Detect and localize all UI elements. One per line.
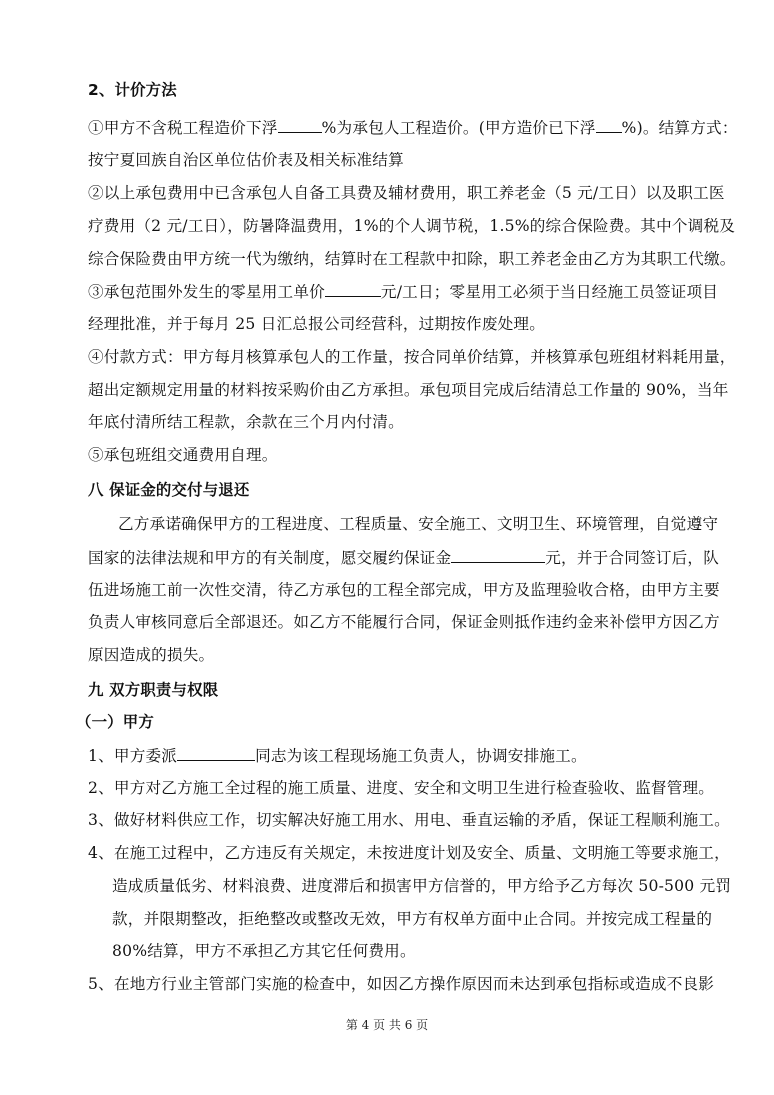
- list-item-continuation: 80%结算，甲方不承担乙方其它任何费用。: [112, 942, 416, 960]
- list-item-continuation: 造成质量低劣、材料浪费、进度滞后和损害甲方信誉的，甲方给予乙方每次 50-500 元罚: [112, 877, 732, 895]
- text-segment: 1、甲方委派: [88, 747, 178, 765]
- page-number-footer: 第 4 页 共 6 页: [345, 1018, 429, 1032]
- section-8-heading: 八 保证金的交付与退还: [88, 481, 250, 499]
- text-segment: 同志为该工程现场施工负责人，协调安排施工。: [255, 747, 587, 765]
- fill-blank: [278, 117, 322, 133]
- fill-blank: [451, 547, 545, 563]
- paragraph-line: 超出定额规定用量的材料按采购价由乙方承担。承包项目完成后结清总工作量的 90%，当年: [88, 381, 729, 399]
- text-segment: ③承包范围外发生的零星用工单价: [88, 283, 325, 301]
- text-segment: 国家的法律法规和甲方的有关制度，愿交履约保证金: [88, 549, 452, 567]
- text-segment: 元/工日；零星用工必须于当日经施工员签证项目: [380, 283, 719, 301]
- paragraph-line: [88, 117, 738, 138]
- section-9-heading: 九 双方职责与权限: [88, 681, 219, 699]
- text-segment: %为承包人工程造价。(甲方造价已下浮: [321, 119, 596, 137]
- paragraph-line: 伍进场施工前一次性交清，待乙方承包的工程全部完成，甲方及监理验收合格，由甲方主要: [88, 581, 720, 599]
- paragraph-line: 经理批准，并于每月 25 日汇总报公司经营科，过期按作废处理。: [88, 315, 545, 333]
- paragraph-line: ②以上承包费用中已含承包人自备工具费及辅材费用，职工养老金（5 元/工日）以及职工医: [88, 184, 725, 202]
- section-2-heading: 2、计价方法: [88, 81, 177, 99]
- list-item: [88, 745, 587, 766]
- list-item-continuation: 款，并限期整改，拒绝整改或整改无效，甲方有权单方面中止合同。并按完成工程量的: [112, 910, 713, 928]
- text-segment: %)。结算方式：: [621, 119, 738, 137]
- list-item: 3、做好材料供应工作，切实解决好施工用水、用电、垂直运输的矛盾，保证工程顺利施工。: [88, 811, 730, 829]
- list-item: 4、在施工过程中，乙方违反有关规定，未按进度计划及安全、质量、文明施工等要求施工，: [88, 844, 730, 862]
- paragraph-line: 年底付清所结工程款，余款在三个月内付清。: [88, 413, 404, 431]
- fill-blank: [596, 117, 622, 133]
- subsection-heading: （一）甲方: [76, 713, 154, 731]
- paragraph-line: ⑤承包班组交通费用自理。: [88, 446, 278, 464]
- paragraph-line: 按宁夏回族自治区单位估价表及相关标准结算: [88, 151, 404, 169]
- text-segment: ①甲方不含税工程造价下浮: [88, 119, 278, 137]
- list-item: 5、在地方行业主管部门实施的检查中，如因乙方操作原因而未达到承包指标或造成不良影: [88, 975, 715, 993]
- paragraph-line: 疗费用（2 元/工日），防暑降温费用，1%的个人调节税，1.5%的综合保险费。其中个调税及: [88, 217, 736, 235]
- fill-blank: [325, 281, 381, 297]
- paragraph-line: [88, 547, 719, 568]
- paragraph-line: 乙方承诺确保甲方的工程进度、工程质量、安全施工、文明卫生、环境管理，自觉遵守: [118, 515, 719, 533]
- list-item: 2、甲方对乙方施工全过程的施工质量、进度、安全和文明卫生进行检查验收、监督管理。: [88, 779, 715, 797]
- fill-blank: [177, 745, 255, 761]
- text-segment: 元，并于合同签订后，队: [545, 549, 719, 567]
- paragraph-line: 负责人审核同意后全部退还。如乙方不能履行合同，保证金则抵作违约金来补偿甲方因乙方: [88, 613, 720, 631]
- paragraph-line: 原因造成的损失。: [88, 646, 215, 664]
- paragraph-line: 综合保险费由甲方统一代为缴纳，结算时在工程款中扣除，职工养老金由乙方为其职工代缴。: [88, 250, 736, 268]
- paragraph-line: ④付款方式：甲方每月核算承包人的工作量，按合同单价结算，并核算承包班组材料耗用量，: [88, 348, 736, 366]
- paragraph-line: [88, 281, 718, 302]
